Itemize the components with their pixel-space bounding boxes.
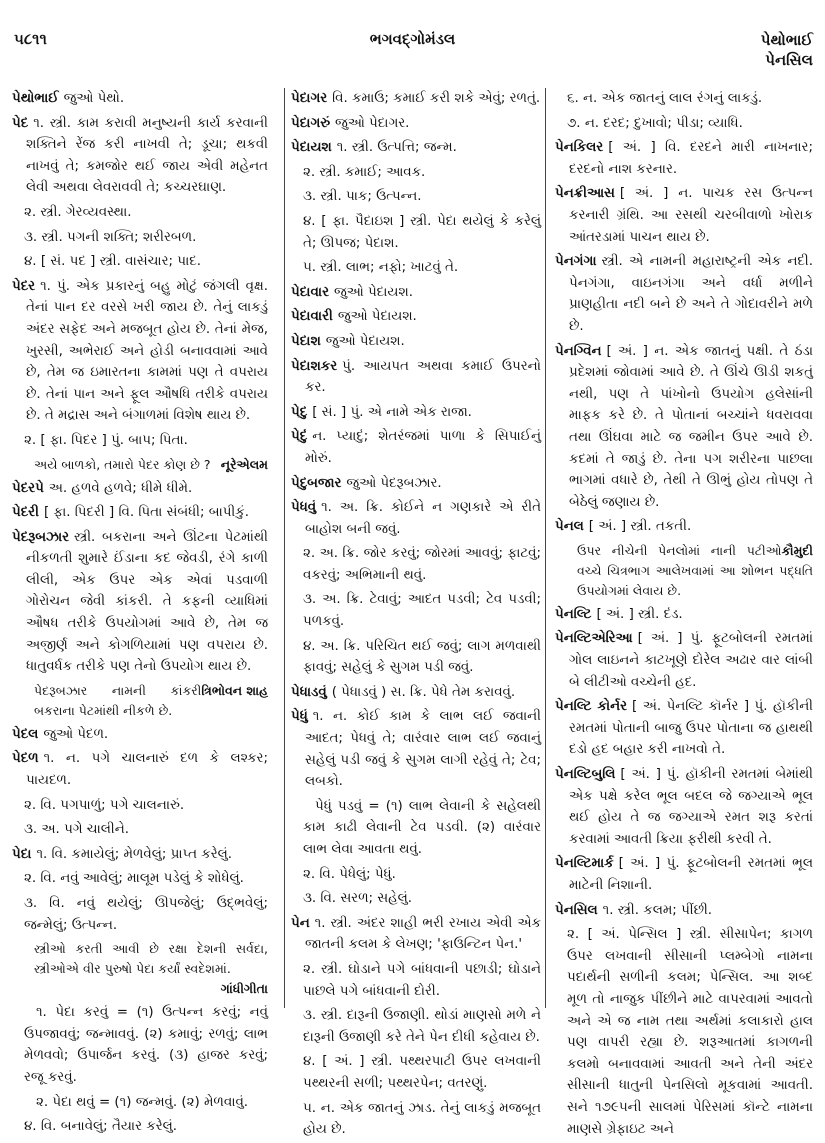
definition-text: જુઓ પેદાયશ. bbox=[325, 333, 405, 349]
definition-text: ૫. ન. એક જાતનું ઝાડ. તેનું લાકડું મજબૂત હોય છે. bbox=[303, 1100, 541, 1138]
dictionary-entry bbox=[555, 696, 813, 761]
headword: પેદરી bbox=[12, 505, 39, 521]
column-1 bbox=[12, 88, 268, 1141]
definition-text: ૪. [ અં. ] સ્ત્રી. પથ્થરપાટી ઉપર લખવાની પથ્થરની સળી; પથ્થરપેન; વતરણું. bbox=[303, 1054, 541, 1091]
definition-text: ૪. [ ફા. પૈદાઇશ ] સ્ત્રી. પેદા થયેલું કે કરેલું તે; ઊપજ; પેદાશ. bbox=[303, 213, 541, 251]
headword: પેનલ્ટિ કોર્નર bbox=[555, 699, 628, 715]
citation-quote bbox=[12, 681, 268, 721]
headword: પેનગંગા bbox=[555, 254, 597, 270]
definition-text: જુઓ પેદાયશ. bbox=[337, 309, 417, 325]
headword: પેનકિલર bbox=[555, 140, 604, 156]
definition-text: [ અં. ] વિ. દરદને મારી નાખનાર; દરદનો નાશ કરનાર. bbox=[569, 140, 813, 177]
headword: પેનક્રીઆસ bbox=[555, 186, 615, 202]
definition-text: જુઓ પેથો. bbox=[63, 91, 125, 106]
definition-text: સ્ત્રી. બકરાના અને ઊંટના પેટમાંથી નીકળતી શુમારે ઈંડાના કદ જેવડી, રંગે કાળી લીલી, એક ઉપર એક એવાં પડવાળી ગોરોચન જેવી કાંકરી. તે કફની વ્યાધિમાં ઔષધ તરીકે ઉપયોગમાં આવે છે, તેમ જ અજીર્ણ અને કોગળિયામાં પણ વપરાય છે. ધાતુવર્ધક તરીકે પણ તેનો ઉપયોગ થાય છે. bbox=[26, 529, 268, 675]
headword: પેદાશકર bbox=[291, 358, 338, 374]
dictionary-entry bbox=[555, 604, 813, 626]
headword: પેનલ bbox=[555, 519, 584, 535]
dictionary-entry bbox=[291, 282, 541, 304]
dictionary-entry bbox=[12, 113, 268, 199]
headword: પેનલ્ટિબુલિ bbox=[555, 767, 616, 783]
dictionary-entry bbox=[12, 502, 268, 524]
definition-text: ૨. [ અં. પેન્સિલ ] સ્ત્રી. સીસાપેન; કાગળ ઉપર લખવાની સીસાની પ્લમ્બેગો નામના પદાર્થની સળીની કલમ; પેન્સિલ. આ શબ્દ મૂળ તો નાજુક પીંછીને માટે વાપરવામાં આવતો અને એ જ નામ તથા અર્થમાં કલાકારો હાલ પણ વાપરી રહ્યા છે. શરૂઆતમાં કાગળની કલમો બનાવવામાં આવતી અને તેની અંદર સીસાની ધાતુની પેનસિલો મૂકવામાં આવતી. સને ૧૭૯૫ની સાલમાં પેરિસમાં કૉન્ટે નામના માણસે ગ્રેફાઇટ અને bbox=[567, 927, 813, 1137]
dictionary-entry bbox=[291, 426, 541, 469]
dictionary-entry bbox=[12, 844, 268, 866]
sub-sense bbox=[291, 959, 541, 1002]
definition-text: [ સં. ] પું. એ નામે એક રાજા. bbox=[312, 404, 472, 420]
dictionary-entry bbox=[555, 628, 813, 693]
definition-text: અ. હળવે હળવે; ધીમે ધીમે. bbox=[48, 480, 193, 496]
definition-text: ૩. સ્ત્રી. પાક; ઉત્પન્ન. bbox=[303, 189, 422, 205]
definition-text: ૨. વિ. પગપાળું; પગે ચાલનારું. bbox=[24, 797, 185, 813]
definition-text: ૧. પેદા કરવું = (૧) ઉત્પન્ન કરવું; નવું ઉપજાવવું; જન્માવવું. (૨) કમાવું; રળવું; લાભ મેળવવો; ઉપાર્જન કરવું. (૩) હાજર કરવું; રજૂ કરવું. bbox=[24, 1005, 268, 1085]
dictionary-entry bbox=[12, 527, 268, 678]
sub-sense bbox=[555, 113, 813, 135]
headword: પેદરપે bbox=[12, 480, 44, 496]
sub-sense bbox=[555, 88, 813, 110]
citation-quote bbox=[12, 939, 268, 999]
sub-sense bbox=[12, 795, 268, 817]
headword: પેનસિલ bbox=[555, 902, 598, 918]
definition-text: સ્ત્રી. એ નામની મહારાષ્ટ્રની એક નદી. પેનગંગા, વાઇનગંગા અને વર્ધા મળીને પ્રાણહીતા નદી બને છે અને તે ગોદાવરીને મળે છે. bbox=[569, 254, 813, 334]
headword: પેન bbox=[291, 915, 310, 931]
definition-text: ૨. સ્ત્રી. ઘોડાને પગે બાંધવાની પછાડી; ઘોડાને પાછલે પગે બાંધવાની દોરી. bbox=[303, 961, 541, 999]
sub-sense bbox=[291, 589, 541, 632]
sub-sense bbox=[12, 893, 268, 936]
definition-text: ૬. ન. એક જાતનું લાલ રંગનું લાકડું. bbox=[567, 91, 763, 106]
definition-text: સ્ત્રીઓ કરતી આવી છે રક્ષા દેશની સર્વદા, સ્ત્રીઓએ વીર પુરુષો પેદા કર્યાં સ્વદેશમાં. bbox=[34, 941, 268, 977]
headword: પેધવું bbox=[291, 500, 317, 516]
definition-text: ૧. સ્ત્રી. કલમ; પીંછી. bbox=[602, 902, 713, 918]
sub-sense bbox=[12, 868, 268, 890]
citation-source: નૂરેએલમ bbox=[220, 456, 268, 472]
sub-sense bbox=[291, 257, 541, 279]
definition-text: [ અં. ] પું. ફૂટબોલની રમતમાં ભૂલ માટેની નિશાની. bbox=[569, 856, 813, 893]
dictionary-entry bbox=[12, 88, 268, 110]
definition-text: [ અં. પેનલ્ટિ કૉર્નર ] પું. હૉકીની રમતમાં પોતાની બાજુ ઉપર પોતાના જ હાથથી દડો હદ બહાર કરી નાખવો તે. bbox=[569, 699, 814, 758]
headword: પેદરૂબઝાર bbox=[12, 529, 70, 545]
citation-quote bbox=[12, 455, 268, 475]
headword: પેદ bbox=[12, 115, 29, 131]
definition-text: વિ. કમાઉ; કમાઈ કરી શકે એવું; રળતું. bbox=[332, 91, 541, 106]
guide-word-last: પેનસિલ bbox=[765, 51, 813, 69]
sub-sense bbox=[555, 924, 813, 1140]
dictionary-entry bbox=[555, 137, 813, 180]
dictionary-entry bbox=[555, 900, 813, 922]
definition-text: ન. પ્યાદું; શેતરંજમાં પાળા કે સિપાઈનું મોરું. bbox=[305, 429, 541, 466]
dictionary-entry bbox=[555, 516, 813, 538]
definition-text: ૧. સ્ત્રી. અંદર શાહી ભરી રખાય એવી એક જાતની કલમ કે લેખણ; 'ફાઉન્ટિન પેન.' bbox=[305, 915, 541, 953]
dictionary-entry bbox=[291, 356, 541, 399]
dictionary-entry bbox=[555, 853, 813, 896]
definition-text: [ અં. ] ન. એક જાતનું પક્ષી. તે ઠંડા પ્રદેશમાં જોવામાં આવે છે. તે ઊંચે ઊડી શકતું નથી, પણ તે પાંખોનો ઉપયોગ હલેસાંની માફક કરે છે. તે પોતાનાં બચ્ચાંને ધવરાવવા તથા ઊંઘવા માટે જ જમીન ઉપર આવે છે. કદમાં તે જાડું છે. તેના પગ શરીરના પાછલા ભાગમાં વધારે છે, તેથી તે ઊભું હોય તોપણ તે બેઠેલું જણાય છે. bbox=[569, 343, 813, 510]
definition-text: ૧. વિ. કમાયેલું; મેળવેલું; પ્રાપ્ત કરેલું. bbox=[36, 846, 233, 862]
definition-text: [ અં. ] પું. હૉકીની રમતમાં બેમાંથી એક પક્ષે કરેલ ભૂલ બદલ જે જગ્યાએ ભૂલ થઈ હોય તે જ જગ્યાએ રમત શરૂ કરતાં કરવામાં આવતી ક્રિયા ફરીથી કરવી તે. bbox=[569, 767, 813, 847]
definition-text: ૧. સ્ત્રી. કામ કરાવી મનુષ્યની કાર્ય કરવાની શક્તિને રેંજ કરી નાખવી તે; ડૂચા; થકવી નાખવું તે; કમજોર થઈ જાય એવી મહેનત લેવી અથવા લેવરાવવી તે; કચ્ચરઘાણ. bbox=[26, 115, 268, 196]
guide-word-first: પેથોભાઈ bbox=[760, 31, 813, 49]
definition-text: ૩. વિ. સરળ; સહેલું. bbox=[303, 891, 413, 907]
headword: પેનગ્વિન bbox=[555, 343, 602, 359]
headword: પેદાવાર bbox=[291, 284, 330, 300]
definition-text: [ અં. ] સ્ત્રી. તકતી. bbox=[588, 519, 692, 535]
definition-text: ૫. સ્ત્રી. લાભ; નફો; ખાટવું તે. bbox=[303, 260, 459, 276]
definition-text: જુઓ પેદળ. bbox=[43, 726, 109, 742]
headword: પેદર bbox=[12, 278, 36, 294]
dictionary-entry bbox=[291, 682, 541, 704]
dictionary-entry bbox=[555, 341, 813, 514]
definition-text: ૪. [ સં. પદ ] સ્ત્રી. વાસંચાર; પાદ. bbox=[24, 254, 201, 270]
definition-text: ૧. પું. એક પ્રકારનું બહુ મોટું જંગલી વૃક્ષ. તેનાં પાન દર વરસે ખરી જાય છે. તેનું લાકડું અંદર સફેદ અને મજબૂત હોય છે. તેનાં મેજ, ખુરસી, અભેરાઈ અને હોડી બનાવવામાં આવે છે, તેમ જ ઇમારતના કામમાં પણ તે વપરાય છે. તેનાં પાન અને ફૂલ ઔષધિ તરીકે વપરાય છે. તે મદ્રાસ અને બંગાળમાં વિશેષ થાય છે. bbox=[26, 278, 268, 424]
dictionary-entry bbox=[291, 137, 541, 159]
dictionary-entry bbox=[291, 402, 541, 424]
definition-text: ૨. પેદા થવું = (૧) જન્મવું. (૨) મેળવાવું. bbox=[36, 1094, 249, 1110]
sub-sense bbox=[291, 543, 541, 586]
citation-quote bbox=[555, 541, 813, 601]
definition-text: ૩. સ્ત્રી. પગની શક્તિ; શરીરબળ. bbox=[24, 229, 197, 245]
definition-text: ( પેધાડવું ) સ. ક્રિ. પેધે તેમ કરાવવું. bbox=[331, 684, 516, 700]
dictionary-entry bbox=[291, 113, 541, 135]
book-title: ભગવદ્ગોમંડલ bbox=[369, 30, 456, 48]
definition-text: અયે બાળકો, તમારો પેદર કોણ છે ? bbox=[34, 456, 211, 472]
definition-text: ૩. સ્ત્રી. દારૂની ઉજાણી. થોડાં માણસો મળે ને દારૂની ઉજાણી કરે તેને પેન દીધી કહેવાય છે. bbox=[303, 1008, 541, 1045]
headword: પેદલ bbox=[12, 726, 39, 742]
definition-text: પેધું પડવું = (૧) લાભ લેવાની કે સહેલથી કામ કાઢી લેવાની ટેવ પડવી. (૨) વારંવાર લાભ લેવા આવતા થવું. bbox=[303, 798, 541, 857]
dictionary-entry bbox=[291, 88, 541, 110]
definition-text: ૨. અ. ક્રિ. જોર કરવું; જોરમાં આવવું; ફાટવું; વકરવું; અભિમાની થવું. bbox=[303, 546, 541, 583]
sub-sense bbox=[12, 202, 268, 224]
headword: પેદાશ bbox=[291, 333, 321, 349]
dictionary-entry bbox=[12, 748, 268, 791]
headword: પેદાગર bbox=[291, 91, 328, 106]
definition-text: પું. આયપત અથવા કમાઈ ઉપરનો કર. bbox=[305, 358, 541, 396]
idiom-sense bbox=[291, 796, 541, 861]
sub-sense bbox=[12, 819, 268, 841]
sub-sense bbox=[12, 251, 268, 273]
headword: પેનલ્ટિ bbox=[555, 606, 592, 622]
definition-text: ૧. સ્ત્રી. ઉત્પત્તિ; જન્મ. bbox=[336, 140, 457, 156]
definition-text: ઉપર નીચેની પેનલોમાં નાની પટીઓ વચ્ચે ચિત્રભાગ આલેખવામાં આ શોભન પદ્ધતિ ઉપયોગમાં લેવાય છે. bbox=[577, 542, 813, 598]
definition-text: ૩. વિ. નવું થયેલું; ઊપજેલું; ઉદ્ભવેલું; જન્મેલું; ઉત્પન્ન. bbox=[24, 896, 268, 933]
dictionary-entry bbox=[12, 276, 268, 427]
definition-text: ૨. સ્ત્રી. ગેરવ્યવસ્થા. bbox=[24, 204, 132, 220]
headword: પેધું bbox=[291, 709, 308, 725]
sub-sense bbox=[12, 1116, 268, 1138]
guide-words bbox=[761, 30, 813, 70]
idiom-sense bbox=[12, 1092, 268, 1114]
sub-sense bbox=[291, 864, 541, 886]
definition-text: ૧. ન. કોઈ કામ કે લાભ લઈ જવાની આદત; પેધવું તે; વારંવાર લાભ લઈ જવાનું સહેલું પડી જવું કે સુગમ લાગી રહેવું તે; ટેવ; લબકો. bbox=[305, 709, 541, 790]
headword: પેદુબજાર bbox=[291, 475, 342, 491]
definition-text: ૧. અ. ક્રિ. કોઈને ન ગણકારે એ રીતે બાહોશ બની જવું. bbox=[305, 500, 541, 537]
sub-sense bbox=[12, 430, 268, 452]
sub-sense bbox=[291, 162, 541, 184]
headword: પેદાવારી bbox=[291, 309, 333, 325]
citation-source: ત્રિભોવન શાહ bbox=[201, 682, 268, 698]
definition-text: ૨. વિ. પેધેલું; પેધું. bbox=[303, 866, 396, 882]
dictionary-entry bbox=[555, 183, 813, 248]
definition-text: જુઓ પેદાયશ. bbox=[334, 284, 413, 300]
headword: પેનલ્ટિમાર્ક bbox=[555, 856, 614, 872]
headword: પેદા bbox=[12, 846, 32, 862]
definition-text: ૩. અ. ક્રિ. ટેવાવું; આદત પડવી; ટેવ પડવી; પળકવું. bbox=[303, 592, 541, 630]
sub-sense bbox=[291, 1005, 541, 1048]
headword: પેધાડવું bbox=[291, 684, 327, 700]
definition-text: ૩. અ. પગે ચાલીને. bbox=[24, 822, 129, 838]
sub-sense bbox=[291, 186, 541, 208]
citation-source: ગાંધીગીતા bbox=[220, 981, 268, 997]
headword: પેદાયશ bbox=[291, 140, 332, 156]
column-3 bbox=[555, 88, 813, 1143]
definition-text: જુઓ પેદાગર. bbox=[335, 115, 410, 131]
definition-text: પેદરૂબઝાર નામની કાંકરી બકરાના પેટમાંથી નીકળે છે. bbox=[34, 682, 202, 718]
dictionary-entry bbox=[555, 251, 813, 337]
citation-source: કૌમુદી bbox=[781, 542, 813, 558]
dictionary-entry bbox=[291, 306, 541, 328]
definition-text: [ અં. ] પું. ફૂટબોલની રમતમાં ગોલ લાઇનને કાટખૂણે દોરેલ અઢાર વાર લાંબી બે લીટીઓ વચ્ચેની હદ. bbox=[569, 631, 813, 690]
definition-text: ૭. ન. દરદ; દુખાવો; પીડા; વ્યાધિ. bbox=[567, 115, 743, 131]
dictionary-entry bbox=[291, 497, 541, 540]
dictionary-entry bbox=[12, 724, 268, 746]
headword: પેદુ bbox=[291, 404, 308, 420]
headword: પેથોભાઈ bbox=[12, 91, 59, 106]
headword: પેનલ્ટિએરિઆ bbox=[555, 631, 633, 647]
headword: પેદાગરું bbox=[291, 115, 331, 131]
definition-text: ૪. અ. ક્રિ. પરિચિત થઈ જવું; લાગ મળવાથી ફાવવું; સહેલું કે સુગમ પડી જવું. bbox=[303, 638, 541, 676]
definition-text: [ અં. ] સ્ત્રી. દંડ. bbox=[596, 606, 683, 622]
sub-sense bbox=[291, 888, 541, 910]
definition-text: ૪. વિ. બનાવેલું; તૈયાર કરેલું. bbox=[24, 1119, 178, 1135]
headword: પેદું bbox=[291, 429, 308, 445]
dictionary-entry bbox=[555, 764, 813, 850]
definition-text: [ ફા. પિદરી ] વિ. પિતા સંબંધી; બાપીકું. bbox=[43, 505, 249, 521]
dictionary-entry bbox=[291, 331, 541, 353]
definition-text: ૨. વિ. નવું આવેલું; માલૂમ પડેલું કે શોધેલું. bbox=[24, 871, 244, 887]
definition-text: ૨. સ્ત્રી. કમાઈ; આવક. bbox=[303, 164, 426, 180]
dictionary-entry bbox=[291, 913, 541, 956]
page-number: ૫૮૧૧ bbox=[14, 30, 47, 48]
sub-sense bbox=[291, 1051, 541, 1094]
dictionary-entry bbox=[291, 473, 541, 495]
headword: પેદળ bbox=[12, 751, 39, 767]
sub-sense bbox=[291, 636, 541, 679]
dictionary-entry bbox=[291, 706, 541, 792]
sub-sense bbox=[291, 211, 541, 254]
definition-text: ૨. [ ફા. પિદર ] પું. બાપ; પિતા. bbox=[24, 432, 188, 448]
sub-sense bbox=[12, 227, 268, 249]
column-2 bbox=[284, 88, 546, 1138]
definition-text: [ અં. ] ન. પાચક રસ ઉત્પન્ન કરનારી ગ્રંથિ. આ રસથી ચરબીવાળો ખોરાક આંતરડામાં પાચન થાય છે. bbox=[569, 186, 813, 245]
dictionary-entry bbox=[12, 478, 268, 500]
definition-text: ૧. ન. પગે ચાલનારું દળ કે લશ્કર; પાયદળ. bbox=[26, 751, 268, 789]
definition-text: જુઓ પેદરૂબઝાર. bbox=[346, 475, 442, 491]
sub-sense bbox=[291, 1098, 541, 1141]
idiom-sense bbox=[12, 1002, 268, 1088]
